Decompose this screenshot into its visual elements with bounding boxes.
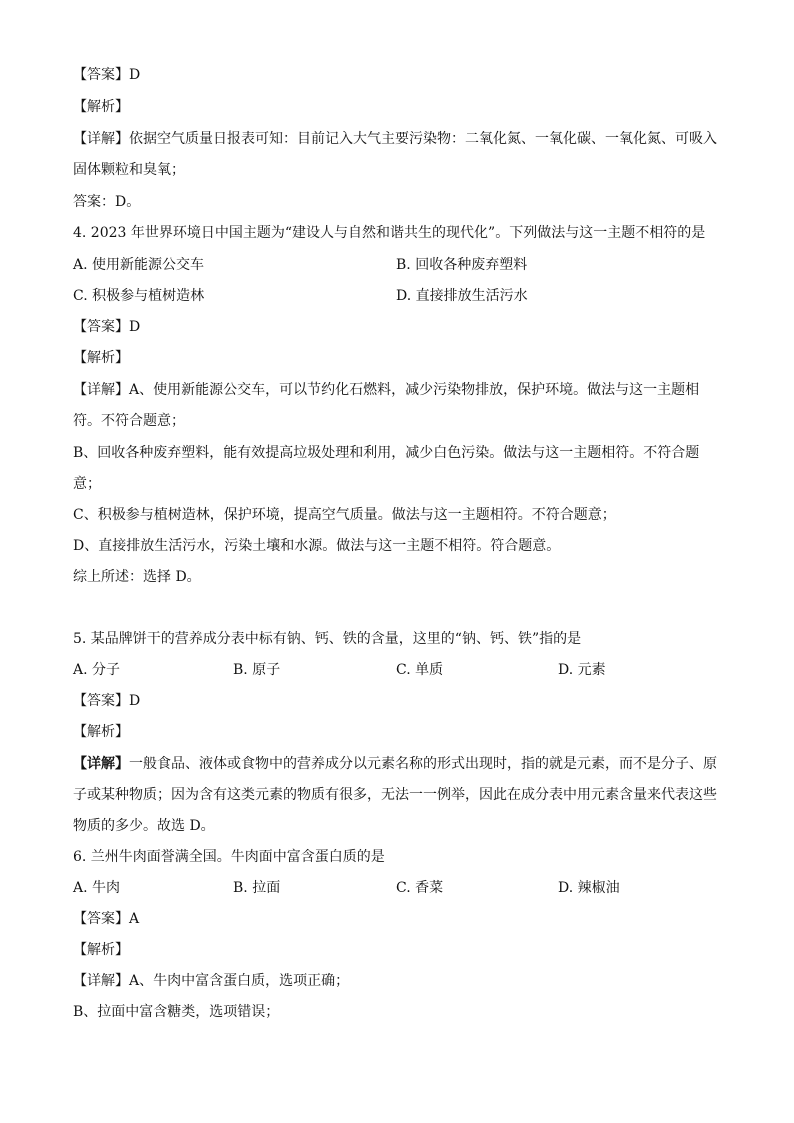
analysis-label: 【解析】 (73, 350, 129, 366)
question-stem: 5. 某品牌饼干的营养成分表中标有钠、钙、铁的含量，这里的“钠、钙、铁”指的是 (73, 631, 582, 647)
answer-label: 【答案】D (73, 67, 141, 83)
conclusion-text: 答案：D。 (73, 194, 141, 210)
detail-paragraph (73, 971, 723, 991)
analysis-label: 【解析】 (73, 99, 129, 115)
option-c: C. 香菜 (396, 880, 444, 896)
question-stem: 6. 兰州牛肉面誉满全国。牛肉面中富含蛋白质的是 (73, 849, 385, 865)
detail-text-line: 符。不符合题意； (73, 413, 185, 429)
option-a: A. 牛肉 (73, 880, 121, 896)
option-b: B. 原子 (233, 662, 281, 678)
detail-text-line: 意； (73, 476, 101, 492)
detail-tag: 【详解】 (73, 131, 129, 147)
detail-paragraph (73, 129, 723, 149)
detail-paragraph (73, 380, 723, 400)
summary-text: 综上所述：选择 D。 (73, 569, 201, 585)
option-c: C. 积极参与植树造林 (73, 288, 205, 304)
answer-label: 【答案】D (73, 319, 141, 335)
option-b: B. 拉面 (233, 880, 281, 896)
option-b: B. 回收各种废弃塑料 (396, 257, 528, 273)
detail-tag: 【详解】 (73, 382, 129, 398)
analysis-label: 【解析】 (73, 942, 129, 958)
detail-text-line: B、回收各种废弃塑料，能有效提高垃圾处理和利用，减少白色污染。做法与这一主题相符。不符合题 (73, 445, 700, 461)
question-stem: 4. 2023 年世界环境日中国主题为“建设人与自然和谐共生的现代化”。下列做法与这一主题不相符的是 (73, 225, 706, 241)
detail-text-line: C、积极参与植树造林，保护环境，提高空气质量。做法与这一主题相符。不符合题意； (73, 507, 616, 523)
option-d: D. 元素 (558, 662, 606, 678)
option-a: A. 分子 (73, 662, 121, 678)
option-d: D. 直接排放生活污水 (396, 288, 528, 304)
option-c: C. 单质 (396, 662, 444, 678)
answer-label: 【答案】A (73, 911, 140, 927)
detail-tag: 【详解】 (73, 973, 129, 989)
detail-text: A、牛肉中富含蛋白质，选项正确； (129, 973, 350, 989)
detail-text-line: 固体颗粒和臭氧； (73, 162, 185, 178)
option-d: D. 辣椒油 (558, 880, 620, 896)
detail-paragraph (73, 754, 723, 774)
detail-text: A、使用新能源公交车，可以节约化石燃料，减少污染物排放，保护环境。做法与这一主题相 (129, 382, 700, 398)
analysis-label: 【解析】 (73, 724, 129, 740)
detail-text-line: 子或某种物质；因为含有这类元素的物质有很多，无法一一例举，因此在成分表中用元素含量来代表这些 (73, 787, 717, 803)
answer-label: 【答案】D (73, 693, 141, 709)
detail-text: 依据空气质量日报表可知：目前记入大气主要污染物：二氧化氮、一氧化碳、一氧化氮、可吸入 (129, 131, 717, 147)
detail-text-line: D、直接排放生活污水，污染土壤和水源。做法与这一主题不相符。符合题意。 (73, 538, 561, 554)
detail-text-line: 物质的多少。故选 D。 (73, 818, 215, 834)
detail-text-line: B、拉面中富含糖类，选项错误； (73, 1004, 280, 1020)
detail-tag: 【详解】 (73, 756, 129, 772)
option-a: A. 使用新能源公交车 (73, 257, 205, 273)
detail-text: 一般食品、液体或食物中的营养成分以元素名称的形式出现时，指的就是元素，而不是分子、原 (129, 756, 717, 772)
